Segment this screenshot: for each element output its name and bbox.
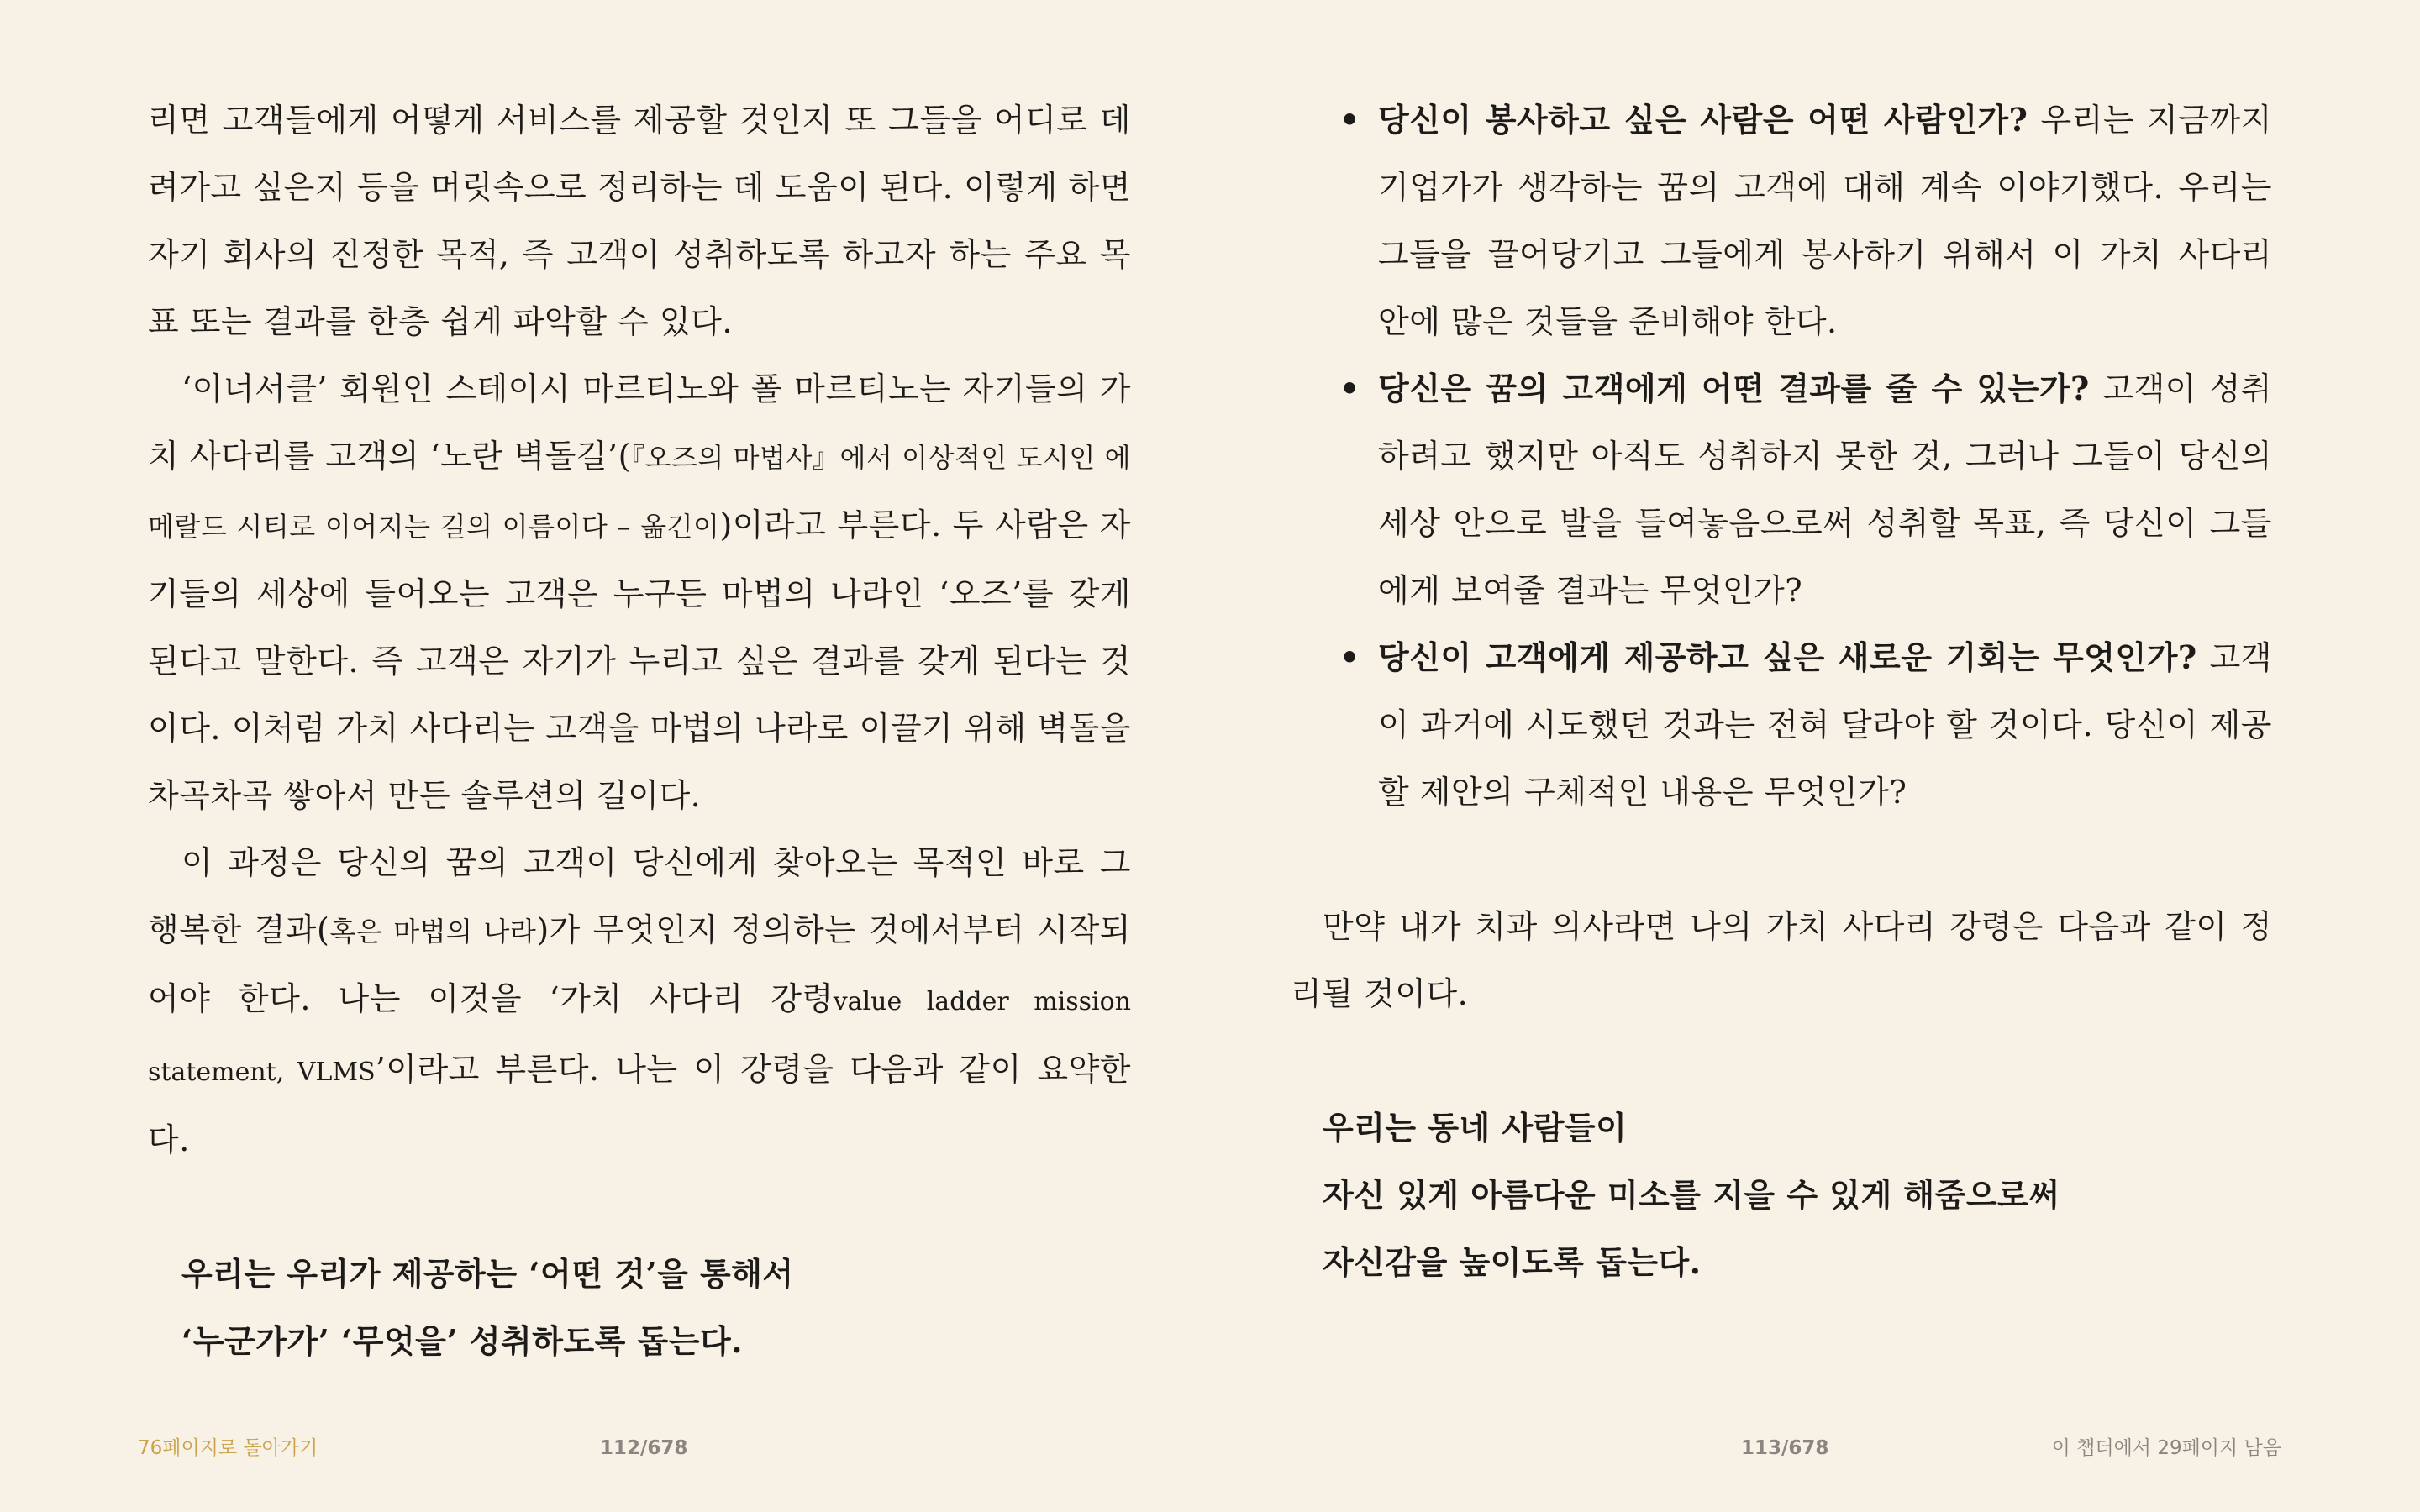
callout-line: 우리는 동네 사람들이	[1323, 1109, 1628, 1147]
bullet-question: 당신이 봉사하고 싶은 사람은 어떤 사람인가?	[1378, 101, 2028, 139]
paragraph-text: 리면 고객들에게 어떻게 서비스를 제공할 것인지 또 그들을 어디로 데려가고 싶은지 등을 머릿속으로 정리하는 데 도움이 된다. 이렇게 하면 자기 회사의 진정한 목적, 즉 고객이 성취하도록 하고자 하는 주요 목표 또는 결과를 한층 쉽게 파악할 수 있다.	[148, 102, 1131, 340]
callout-line: 자신감을 높이도록 돕는다.	[1323, 1243, 1702, 1281]
paragraph	[148, 829, 1131, 1173]
bullet-icon: •	[1339, 638, 1360, 676]
left-page-number: 112/678	[600, 1437, 688, 1459]
bullet-icon: •	[1339, 101, 1360, 139]
paragraph	[148, 87, 1131, 355]
paragraph-text: )이라고 부른다. 두 사람은 자기들의 세상에 들어오는 고객은 누구든 마법의 나라인 ‘오즈’를 갖게 된다고 말한다. 즉 고객은 자기가 누리고 싶은 결과를 갖게 된다는 것이다. 이처럼 가치 사다리는 고객을 마법의 나라로 이끌기 위해 벽돌을 차곡차곡 쌓아서 만든 솔루션의 길이다.	[148, 507, 1131, 814]
back-to-page-link[interactable]: 76페이지로 돌아가기	[138, 1437, 318, 1459]
callout-line: ‘누군가가’ ‘무엇을’ 성취하도록 돕는다.	[182, 1322, 743, 1360]
paragraph-text: ’이라고 부른다. 나는 이 강령을 다음과 같이 요약한다.	[148, 1051, 1132, 1158]
callout-line: 우리는 우리가 제공하는 ‘어떤 것’을 통해서	[182, 1255, 794, 1293]
list-item	[1291, 624, 2272, 826]
dentist-mission-statement	[1291, 1095, 2272, 1296]
bullet-icon: •	[1339, 370, 1360, 407]
right-page-body	[1291, 87, 2272, 1296]
spacer	[1291, 826, 2272, 893]
bullet-text: 고객이 과거에 시도했던 것과는 전혀 달라야 할 것이다. 당신이 제공할 제안의 구체적인 내용은 무엇인가?	[1378, 639, 2272, 811]
bullet-question: 당신은 꿈의 고객에게 어떤 결과를 줄 수 있는가?	[1378, 370, 2090, 407]
bullet-question: 당신이 고객에게 제공하고 싶은 새로운 기회는 무엇인가?	[1378, 638, 2197, 676]
paragraph-text: 이 과정은 당신의 꿈의 고객이 당신에게 찾아오는 목적인 바로 그 행복한 결과(	[148, 844, 1131, 948]
inline-note: 혹은 마법의 나라	[329, 916, 537, 948]
callout-line: 자신 있게 아름다운 미소를 지을 수 있게 해줌으로써	[1323, 1176, 2060, 1214]
paragraph	[148, 355, 1131, 829]
chapter-pages-remaining: 이 챕터에서 29페이지 남음	[2051, 1437, 2281, 1459]
list-item	[1291, 355, 2272, 624]
paragraph-text: ‘이너서클’ 회원인 스테이시 마르티노와 폴 마르티노는 자기들의 가치 사다리를 고객의 ‘노란 벽돌길’(	[148, 370, 1131, 475]
bullet-text: 고객이 성취하려고 했지만 아직도 성취하지 못한 것, 그러나 그들이 당신의 세상 안으로 발을 들여놓음으로써 성취할 목표, 즉 당신이 그들에게 보여줄 결과는 무엇인가?	[1378, 370, 2273, 609]
right-page-number: 113/678	[1741, 1437, 1829, 1459]
english-term: value ladder mission statement, VLMS	[148, 987, 1132, 1087]
paragraph	[1291, 893, 2272, 1027]
left-page-body	[148, 87, 1131, 1375]
paragraph-text: )가 무엇인지 정의하는 것에서부터 시작되어야 한다. 나는 이것을 ‘가치 사다리 강령	[148, 911, 1131, 1017]
bullet-text: 우리는 지금까지 기업가가 생각하는 꿈의 고객에 대해 계속 이야기했다. 우리는 그들을 끌어당기고 그들에게 봉사하기 위해서 이 가치 사다리 안에 많은 것들을 준비해야 한다.	[1378, 102, 2272, 340]
list-item	[1291, 87, 2272, 355]
question-list	[1291, 87, 2272, 826]
paragraph-text: 만약 내가 치과 의사라면 나의 가치 사다리 강령은 다음과 같이 정리될 것이다.	[1291, 908, 2272, 1012]
mission-statement-template	[148, 1241, 1131, 1375]
translator-note: 『오즈의 마법사』에서 이상적인 도시인 에메랄드 시티로 이어지는 길의 이름이다 – 옮긴이	[148, 442, 1131, 543]
